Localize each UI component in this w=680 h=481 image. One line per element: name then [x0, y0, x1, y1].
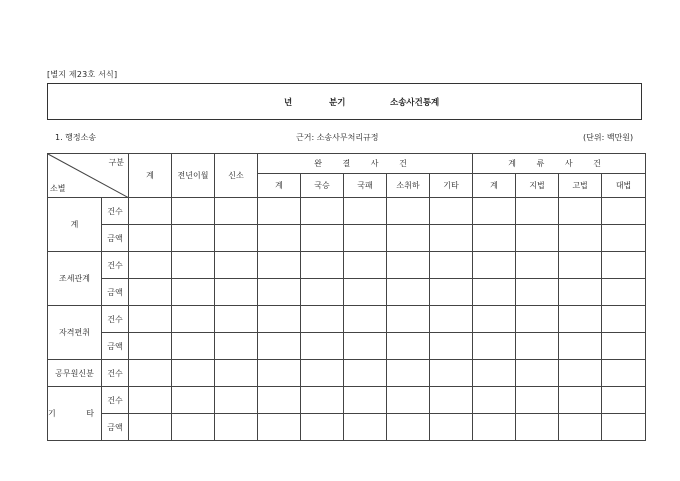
- corner-bottom-label: 소별: [50, 184, 66, 193]
- value-cell[interactable]: [516, 333, 559, 360]
- value-cell[interactable]: [387, 198, 430, 225]
- value-cell[interactable]: [473, 198, 516, 225]
- value-cell[interactable]: [215, 414, 258, 441]
- value-cell[interactable]: [129, 333, 172, 360]
- value-cell[interactable]: [516, 360, 559, 387]
- value-cell[interactable]: [344, 387, 387, 414]
- value-cell[interactable]: [602, 198, 646, 225]
- value-cell[interactable]: [473, 387, 516, 414]
- value-cell[interactable]: [559, 225, 602, 252]
- pending-group-header: 계 류 사 건: [473, 154, 646, 174]
- pending-col-header: 계: [473, 174, 516, 198]
- value-cell[interactable]: [172, 333, 215, 360]
- value-cell[interactable]: [129, 252, 172, 279]
- value-cell[interactable]: [387, 279, 430, 306]
- value-cell[interactable]: [344, 360, 387, 387]
- title-quarter: 분기: [329, 98, 346, 108]
- value-cell[interactable]: [301, 387, 344, 414]
- value-cell[interactable]: [602, 387, 646, 414]
- value-cell[interactable]: [301, 360, 344, 387]
- value-cell[interactable]: [473, 279, 516, 306]
- value-cell[interactable]: [516, 279, 559, 306]
- completed-col-header: 국승: [301, 174, 344, 198]
- value-cell[interactable]: [301, 225, 344, 252]
- value-cell[interactable]: [516, 414, 559, 441]
- category-cell: 조세관계: [48, 252, 102, 306]
- value-cell[interactable]: [172, 360, 215, 387]
- value-cell[interactable]: [430, 306, 473, 333]
- value-cell[interactable]: [215, 333, 258, 360]
- value-cell[interactable]: [559, 306, 602, 333]
- value-cell[interactable]: [387, 306, 430, 333]
- completed-col-header: 기타: [430, 174, 473, 198]
- value-cell[interactable]: [516, 387, 559, 414]
- value-cell[interactable]: [430, 252, 473, 279]
- value-cell[interactable]: [215, 360, 258, 387]
- value-cell[interactable]: [387, 360, 430, 387]
- value-cell[interactable]: [430, 414, 473, 441]
- value-cell[interactable]: [559, 333, 602, 360]
- value-cell[interactable]: [344, 225, 387, 252]
- title-year: 년: [284, 98, 293, 108]
- value-cell[interactable]: [602, 225, 646, 252]
- pending-col-header: 대법: [602, 174, 646, 198]
- value-cell[interactable]: [301, 279, 344, 306]
- value-cell[interactable]: [430, 225, 473, 252]
- subcategory-cell: 건수: [102, 198, 129, 225]
- category-cell: 기 타: [48, 387, 102, 441]
- value-cell[interactable]: [215, 279, 258, 306]
- value-cell[interactable]: [129, 360, 172, 387]
- value-cell[interactable]: [387, 387, 430, 414]
- header-row-1: [48, 154, 646, 174]
- value-cell[interactable]: [516, 306, 559, 333]
- value-cell[interactable]: [430, 279, 473, 306]
- value-cell[interactable]: [258, 306, 301, 333]
- value-cell[interactable]: [301, 414, 344, 441]
- value-cell[interactable]: [215, 387, 258, 414]
- subcategory-cell: 금액: [102, 279, 129, 306]
- value-cell[interactable]: [258, 333, 301, 360]
- lawsuit-statistics-table: [47, 153, 646, 441]
- value-cell[interactable]: [430, 387, 473, 414]
- value-cell[interactable]: [301, 306, 344, 333]
- value-cell[interactable]: [344, 279, 387, 306]
- table-row: [48, 333, 646, 360]
- value-cell[interactable]: [258, 252, 301, 279]
- completed-col-header: 계: [258, 174, 301, 198]
- table-row: [48, 360, 646, 387]
- col-carryover-header: 전년이월: [172, 154, 215, 198]
- value-cell[interactable]: [172, 198, 215, 225]
- value-cell[interactable]: [172, 225, 215, 252]
- value-cell[interactable]: [301, 252, 344, 279]
- value-cell[interactable]: [301, 198, 344, 225]
- title-name: 소송사건통계: [390, 98, 440, 108]
- table-row: [48, 252, 646, 279]
- table-row: [48, 387, 646, 414]
- table-row: [48, 414, 646, 441]
- table-row: [48, 306, 646, 333]
- value-cell[interactable]: [172, 252, 215, 279]
- corner-top-label: 구분: [108, 158, 124, 167]
- value-cell[interactable]: [129, 306, 172, 333]
- table-row: [48, 198, 646, 225]
- value-cell[interactable]: [473, 333, 516, 360]
- table-body: [48, 198, 646, 441]
- subcategory-cell: 건수: [102, 252, 129, 279]
- value-cell[interactable]: [430, 360, 473, 387]
- col-total-header: 계: [129, 154, 172, 198]
- category-cell: 공무원신분: [48, 360, 102, 387]
- pending-col-header: 지법: [516, 174, 559, 198]
- title-box: [47, 83, 642, 120]
- completed-col-header: 소취하: [387, 174, 430, 198]
- value-cell[interactable]: [129, 279, 172, 306]
- basis-label: 근거: 소송사무처리규정: [296, 133, 379, 142]
- value-cell[interactable]: [387, 333, 430, 360]
- completed-col-header: 국패: [344, 174, 387, 198]
- value-cell[interactable]: [301, 333, 344, 360]
- value-cell[interactable]: [258, 414, 301, 441]
- pending-col-header: 고법: [559, 174, 602, 198]
- value-cell[interactable]: [258, 360, 301, 387]
- value-cell[interactable]: [129, 198, 172, 225]
- col-new-header: 신소: [215, 154, 258, 198]
- value-cell[interactable]: [559, 252, 602, 279]
- value-cell[interactable]: [559, 279, 602, 306]
- subcategory-cell: 건수: [102, 360, 129, 387]
- completed-group-header: 완 결 사 건: [258, 154, 473, 174]
- value-cell[interactable]: [344, 333, 387, 360]
- value-cell[interactable]: [129, 414, 172, 441]
- value-cell[interactable]: [602, 360, 646, 387]
- value-cell[interactable]: [516, 225, 559, 252]
- value-cell[interactable]: [602, 252, 646, 279]
- value-cell[interactable]: [344, 414, 387, 441]
- value-cell[interactable]: [516, 252, 559, 279]
- value-cell[interactable]: [129, 387, 172, 414]
- value-cell[interactable]: [559, 387, 602, 414]
- table-row: [48, 225, 646, 252]
- value-cell[interactable]: [473, 225, 516, 252]
- value-cell[interactable]: [172, 279, 215, 306]
- value-cell[interactable]: [602, 414, 646, 441]
- value-cell[interactable]: [473, 306, 516, 333]
- subcategory-cell: 금액: [102, 414, 129, 441]
- value-cell[interactable]: [172, 414, 215, 441]
- value-cell[interactable]: [344, 306, 387, 333]
- value-cell[interactable]: [215, 198, 258, 225]
- value-cell[interactable]: [387, 414, 430, 441]
- unit-label: (단위: 백만원): [583, 133, 634, 142]
- value-cell[interactable]: [559, 414, 602, 441]
- subcategory-cell: 금액: [102, 333, 129, 360]
- section-label: 1. 행정소송: [55, 133, 97, 142]
- value-cell[interactable]: [602, 333, 646, 360]
- value-cell[interactable]: [344, 198, 387, 225]
- value-cell[interactable]: [473, 414, 516, 441]
- subcategory-cell: 건수: [102, 306, 129, 333]
- value-cell[interactable]: [215, 306, 258, 333]
- value-cell[interactable]: [258, 198, 301, 225]
- value-cell[interactable]: [430, 198, 473, 225]
- value-cell[interactable]: [129, 225, 172, 252]
- value-cell[interactable]: [602, 279, 646, 306]
- value-cell[interactable]: [473, 252, 516, 279]
- category-cell: 계: [48, 198, 102, 252]
- value-cell[interactable]: [215, 225, 258, 252]
- value-cell[interactable]: [172, 387, 215, 414]
- value-cell[interactable]: [387, 252, 430, 279]
- value-cell[interactable]: [559, 360, 602, 387]
- value-cell[interactable]: [430, 333, 473, 360]
- value-cell[interactable]: [172, 306, 215, 333]
- category-cell: 자격편취: [48, 306, 102, 360]
- corner-header-cell: [48, 154, 129, 198]
- value-cell[interactable]: [215, 252, 258, 279]
- value-cell[interactable]: [602, 306, 646, 333]
- value-cell[interactable]: [258, 387, 301, 414]
- subcategory-cell: 건수: [102, 387, 129, 414]
- form-number-label: [별지 제23호 서식]: [47, 70, 118, 79]
- subcategory-cell: 금액: [102, 225, 129, 252]
- value-cell[interactable]: [258, 225, 301, 252]
- value-cell[interactable]: [387, 225, 430, 252]
- value-cell[interactable]: [473, 360, 516, 387]
- value-cell[interactable]: [559, 198, 602, 225]
- value-cell[interactable]: [258, 279, 301, 306]
- value-cell[interactable]: [344, 252, 387, 279]
- value-cell[interactable]: [516, 198, 559, 225]
- table-row: [48, 279, 646, 306]
